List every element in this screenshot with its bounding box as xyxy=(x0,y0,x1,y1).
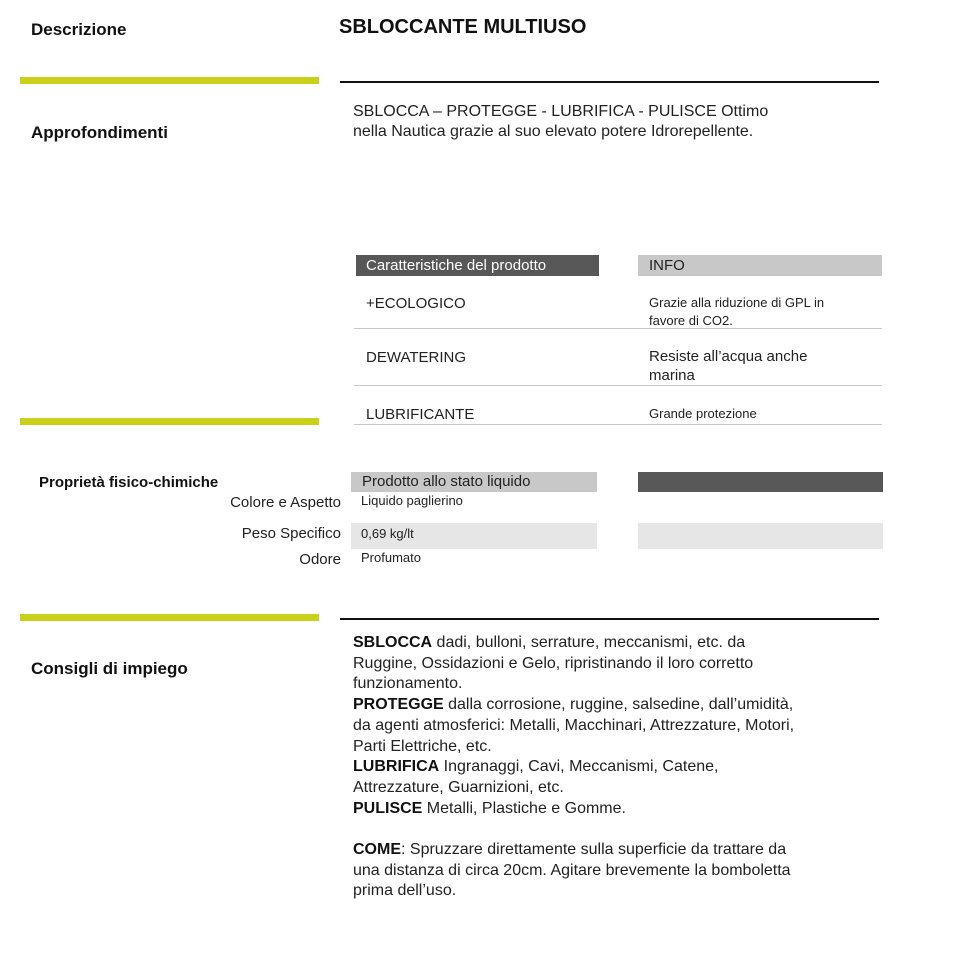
consigli-label: Consigli di impiego xyxy=(31,659,188,678)
consigli-line: funzionamento. xyxy=(353,675,463,693)
property-name: Odore xyxy=(299,551,341,568)
consigli-text-span: dadi, bulloni, serrature, meccanismi, etc. da xyxy=(432,634,746,651)
section-rule-2 xyxy=(340,618,879,620)
consigli-line xyxy=(353,840,893,861)
properties-header-dark-cell xyxy=(638,472,883,492)
properties-label: Proprietà fisico-chimiche xyxy=(39,474,219,491)
approfondimenti-line-1: SBLOCCA – PROTEGGE - LUBRIFICA - PULISCE Ottimo xyxy=(353,103,769,120)
approfondimenti-line-2: nella Nautica grazie al suo elevato potere Idrorepellente. xyxy=(353,123,754,140)
consigli-line xyxy=(353,757,893,778)
feature-divider xyxy=(354,424,882,425)
features-header-left: Caratteristiche del prodotto xyxy=(356,255,599,276)
property-value: Profumato xyxy=(361,550,421,565)
consigli-spacer xyxy=(353,819,893,840)
keyword-pulisce: PULISCE xyxy=(353,799,423,817)
accent-bar-2 xyxy=(20,418,319,425)
consigli-line: Parti Elettriche, etc. xyxy=(353,737,492,755)
consigli-line: Ruggine, Ossidazioni e Gelo, ripristinando il loro corretto xyxy=(353,654,754,672)
product-title: SBLOCCANTE MULTIUSO xyxy=(339,16,587,38)
consigli-line: Attrezzature, Guarnizioni, etc. xyxy=(353,778,564,796)
consigli-text-span: Ingranaggi, Cavi, Meccanismi, Catene, xyxy=(439,758,719,776)
accent-bar-1 xyxy=(20,77,319,84)
property-name: Peso Specifico xyxy=(241,525,341,542)
accent-bar-3 xyxy=(20,614,319,621)
features-header-right: INFO xyxy=(638,255,882,276)
consigli-text-span: Metalli, Plastiche e Gomme. xyxy=(422,799,626,817)
consigli-line xyxy=(353,799,893,820)
section-rule-1 xyxy=(340,81,879,83)
approfondimenti-label: Approfondimenti xyxy=(31,123,168,142)
keyword-sblocca: SBLOCCA xyxy=(353,634,433,651)
consigli-line: prima dell’uso. xyxy=(353,882,457,900)
property-row-bg-right xyxy=(638,523,883,549)
consigli-text xyxy=(353,633,893,902)
properties-header: Prodotto allo stato liquido xyxy=(351,472,597,492)
feature-desc: Grande protezione xyxy=(649,406,757,421)
property-value: 0,69 kg/lt xyxy=(361,526,414,541)
consigli-text-span: : Spruzzare direttamente sulla superficie da trattare da xyxy=(401,841,787,859)
keyword-lubrifica: LUBRIFICA xyxy=(353,758,440,776)
feature-divider xyxy=(354,328,882,329)
keyword-protegge: PROTEGGE xyxy=(353,696,444,714)
feature-name: +ECOLOGICO xyxy=(366,295,466,312)
feature-name: LUBRIFICANTE xyxy=(366,406,475,423)
feature-desc: Grazie alla riduzione di GPL in favore di CO2. xyxy=(649,295,825,328)
approfondimenti-text xyxy=(353,102,768,142)
feature-name: DEWATERING xyxy=(366,349,466,366)
property-name: Colore e Aspetto xyxy=(230,494,341,511)
feature-divider xyxy=(354,385,882,386)
consigli-line xyxy=(353,695,893,716)
consigli-line xyxy=(353,633,893,654)
consigli-line: una distanza di circa 20cm. Agitare brevemente la bomboletta xyxy=(353,861,791,879)
feature-desc: Resiste all’acqua anche marina xyxy=(649,348,808,384)
consigli-text-span: dalla corrosione, ruggine, salsedine, dall’umidità, xyxy=(443,696,794,714)
consigli-line: da agenti atmosferici: Metalli, Macchinari, Attrezzature, Motori, xyxy=(353,716,795,734)
keyword-come: COME xyxy=(353,841,401,859)
property-value: Liquido paglierino xyxy=(361,493,463,508)
descrizione-label: Descrizione xyxy=(31,20,127,39)
